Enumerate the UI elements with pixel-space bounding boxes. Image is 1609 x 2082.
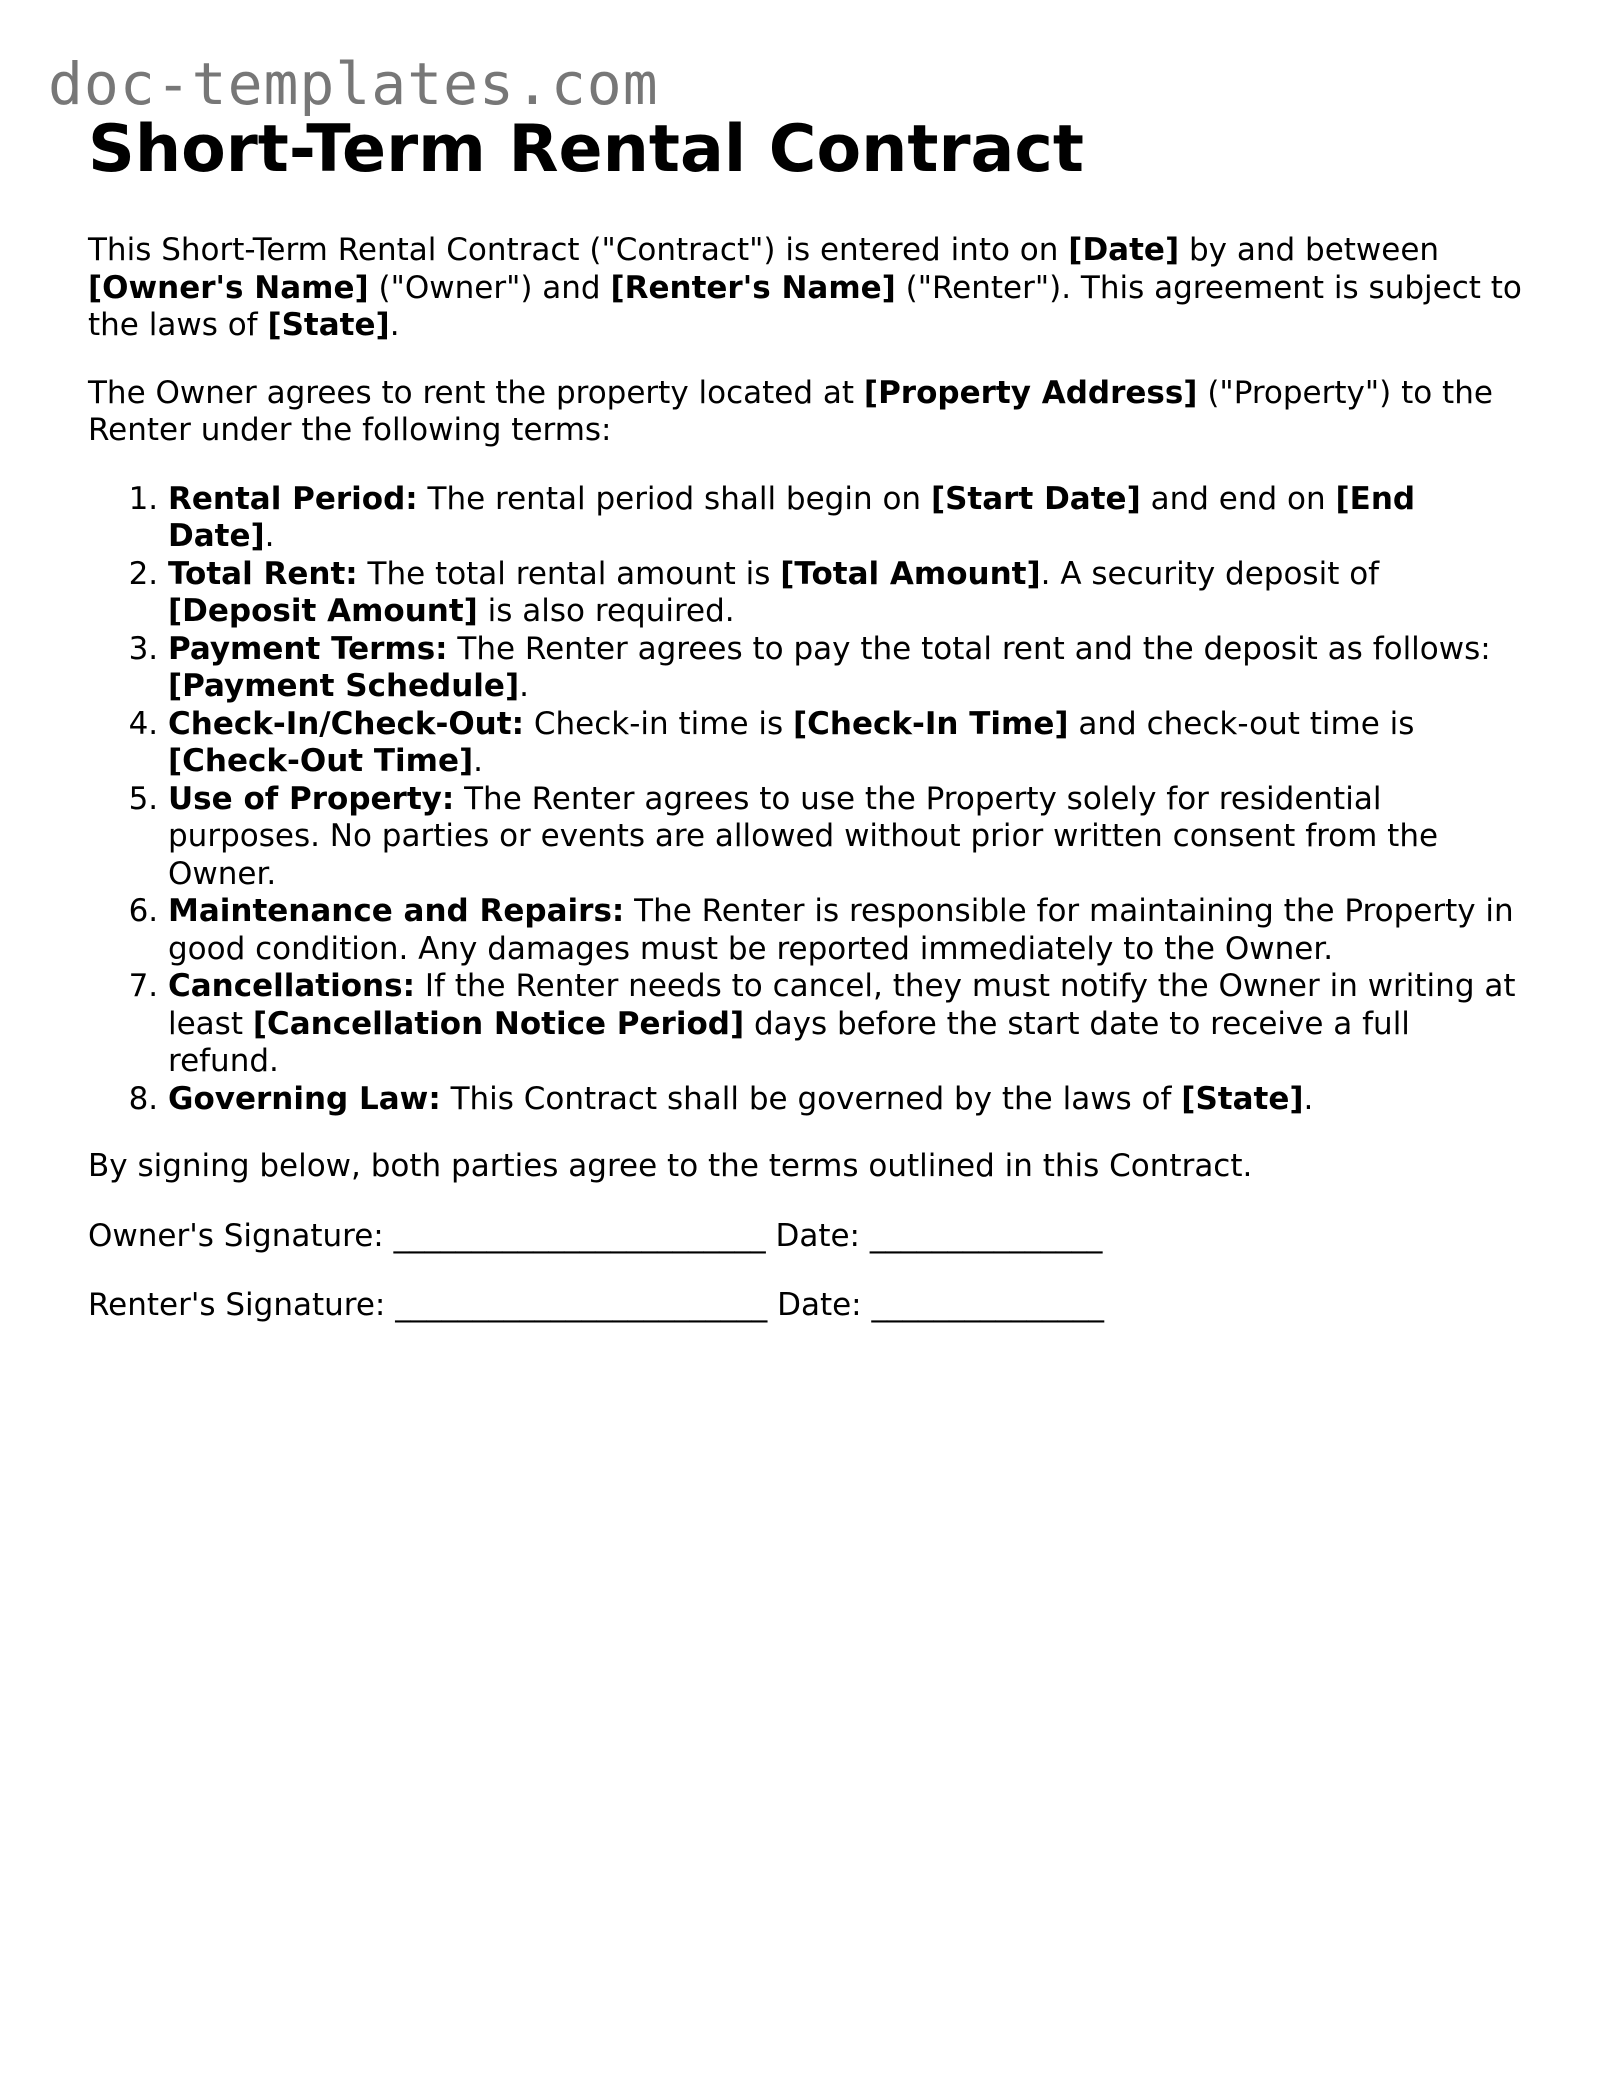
term-use-of-property: 5. Use of Property: The Renter agrees to use the Property solely for residential purposes. No parties or events are allowed without prior written consent from the Owner.	[168, 781, 1528, 894]
document-body	[88, 232, 1528, 1325]
watermark-logo: doc-templates.com	[48, 50, 659, 118]
owner-signature-line: Owner's Signature: ________________________ Date: _______________	[88, 1217, 1103, 1254]
term-cancellations: 7. Cancellations: If the Renter needs to cancel, they must notify the Owner in writing at least [Cancellation Notice Period] days before the start date to receive a full refund.	[168, 968, 1528, 1081]
intro-paragraph: This Short-Term Rental Contract ("Contract") is entered into on [Date] by and between [Owner's Name] ("Owner") and [Renter's Name] ("Renter"). This agreement is subject to the laws of [State].	[88, 232, 1522, 343]
terms-list	[88, 481, 1528, 1119]
placeholder-state: [State]	[267, 307, 390, 343]
owner-date-blank: _______________	[869, 1217, 1103, 1254]
placeholder-date: [Date]	[1068, 232, 1180, 268]
renter-signature-line: Renter's Signature: ________________________ Date: _______________	[88, 1287, 1104, 1323]
renter-date-blank: _______________	[871, 1287, 1104, 1323]
closing-paragraph: By signing below, both parties agree to the terms outlined in this Contract.	[88, 1148, 1253, 1184]
renter-signature-blank: ________________________	[395, 1287, 768, 1323]
placeholder-owner-name: [Owner's Name]	[88, 269, 369, 306]
term-rental-period: 1. Rental Period: The rental period shall begin on [Start Date] and end on [End Date].	[168, 481, 1528, 556]
document-page	[88, 110, 1528, 1325]
term-maintenance: 6. Maintenance and Repairs: The Renter is responsible for maintaining the Property in good condition. Any damages must be reported immediately to the Owner.	[168, 893, 1528, 968]
term-governing-law: 8. Governing Law: This Contract shall be governed by the laws of [State].	[168, 1081, 1528, 1119]
term-check-in-out: 4. Check-In/Check-Out: Check-in time is [Check-In Time] and check-out time is [Check-Out Time].	[168, 706, 1528, 781]
term-total-rent: 2. Total Rent: The total rental amount is [Total Amount]. A security deposit of [Deposit Amount] is also required.	[168, 556, 1528, 631]
placeholder-property-address: [Property Address]	[863, 374, 1198, 411]
owner-signature-blank: ________________________	[393, 1217, 766, 1254]
term-payment-terms: 3. Payment Terms: The Renter agrees to pay the total rent and the deposit as follows: [Payment Schedule].	[168, 631, 1528, 706]
property-paragraph: The Owner agrees to rent the property located at [Property Address] ("Property") to the Renter under the following terms:	[88, 374, 1493, 448]
placeholder-renter-name: [Renter's Name]	[610, 269, 896, 306]
document-title: Short-Term Rental Contract	[88, 112, 1084, 187]
